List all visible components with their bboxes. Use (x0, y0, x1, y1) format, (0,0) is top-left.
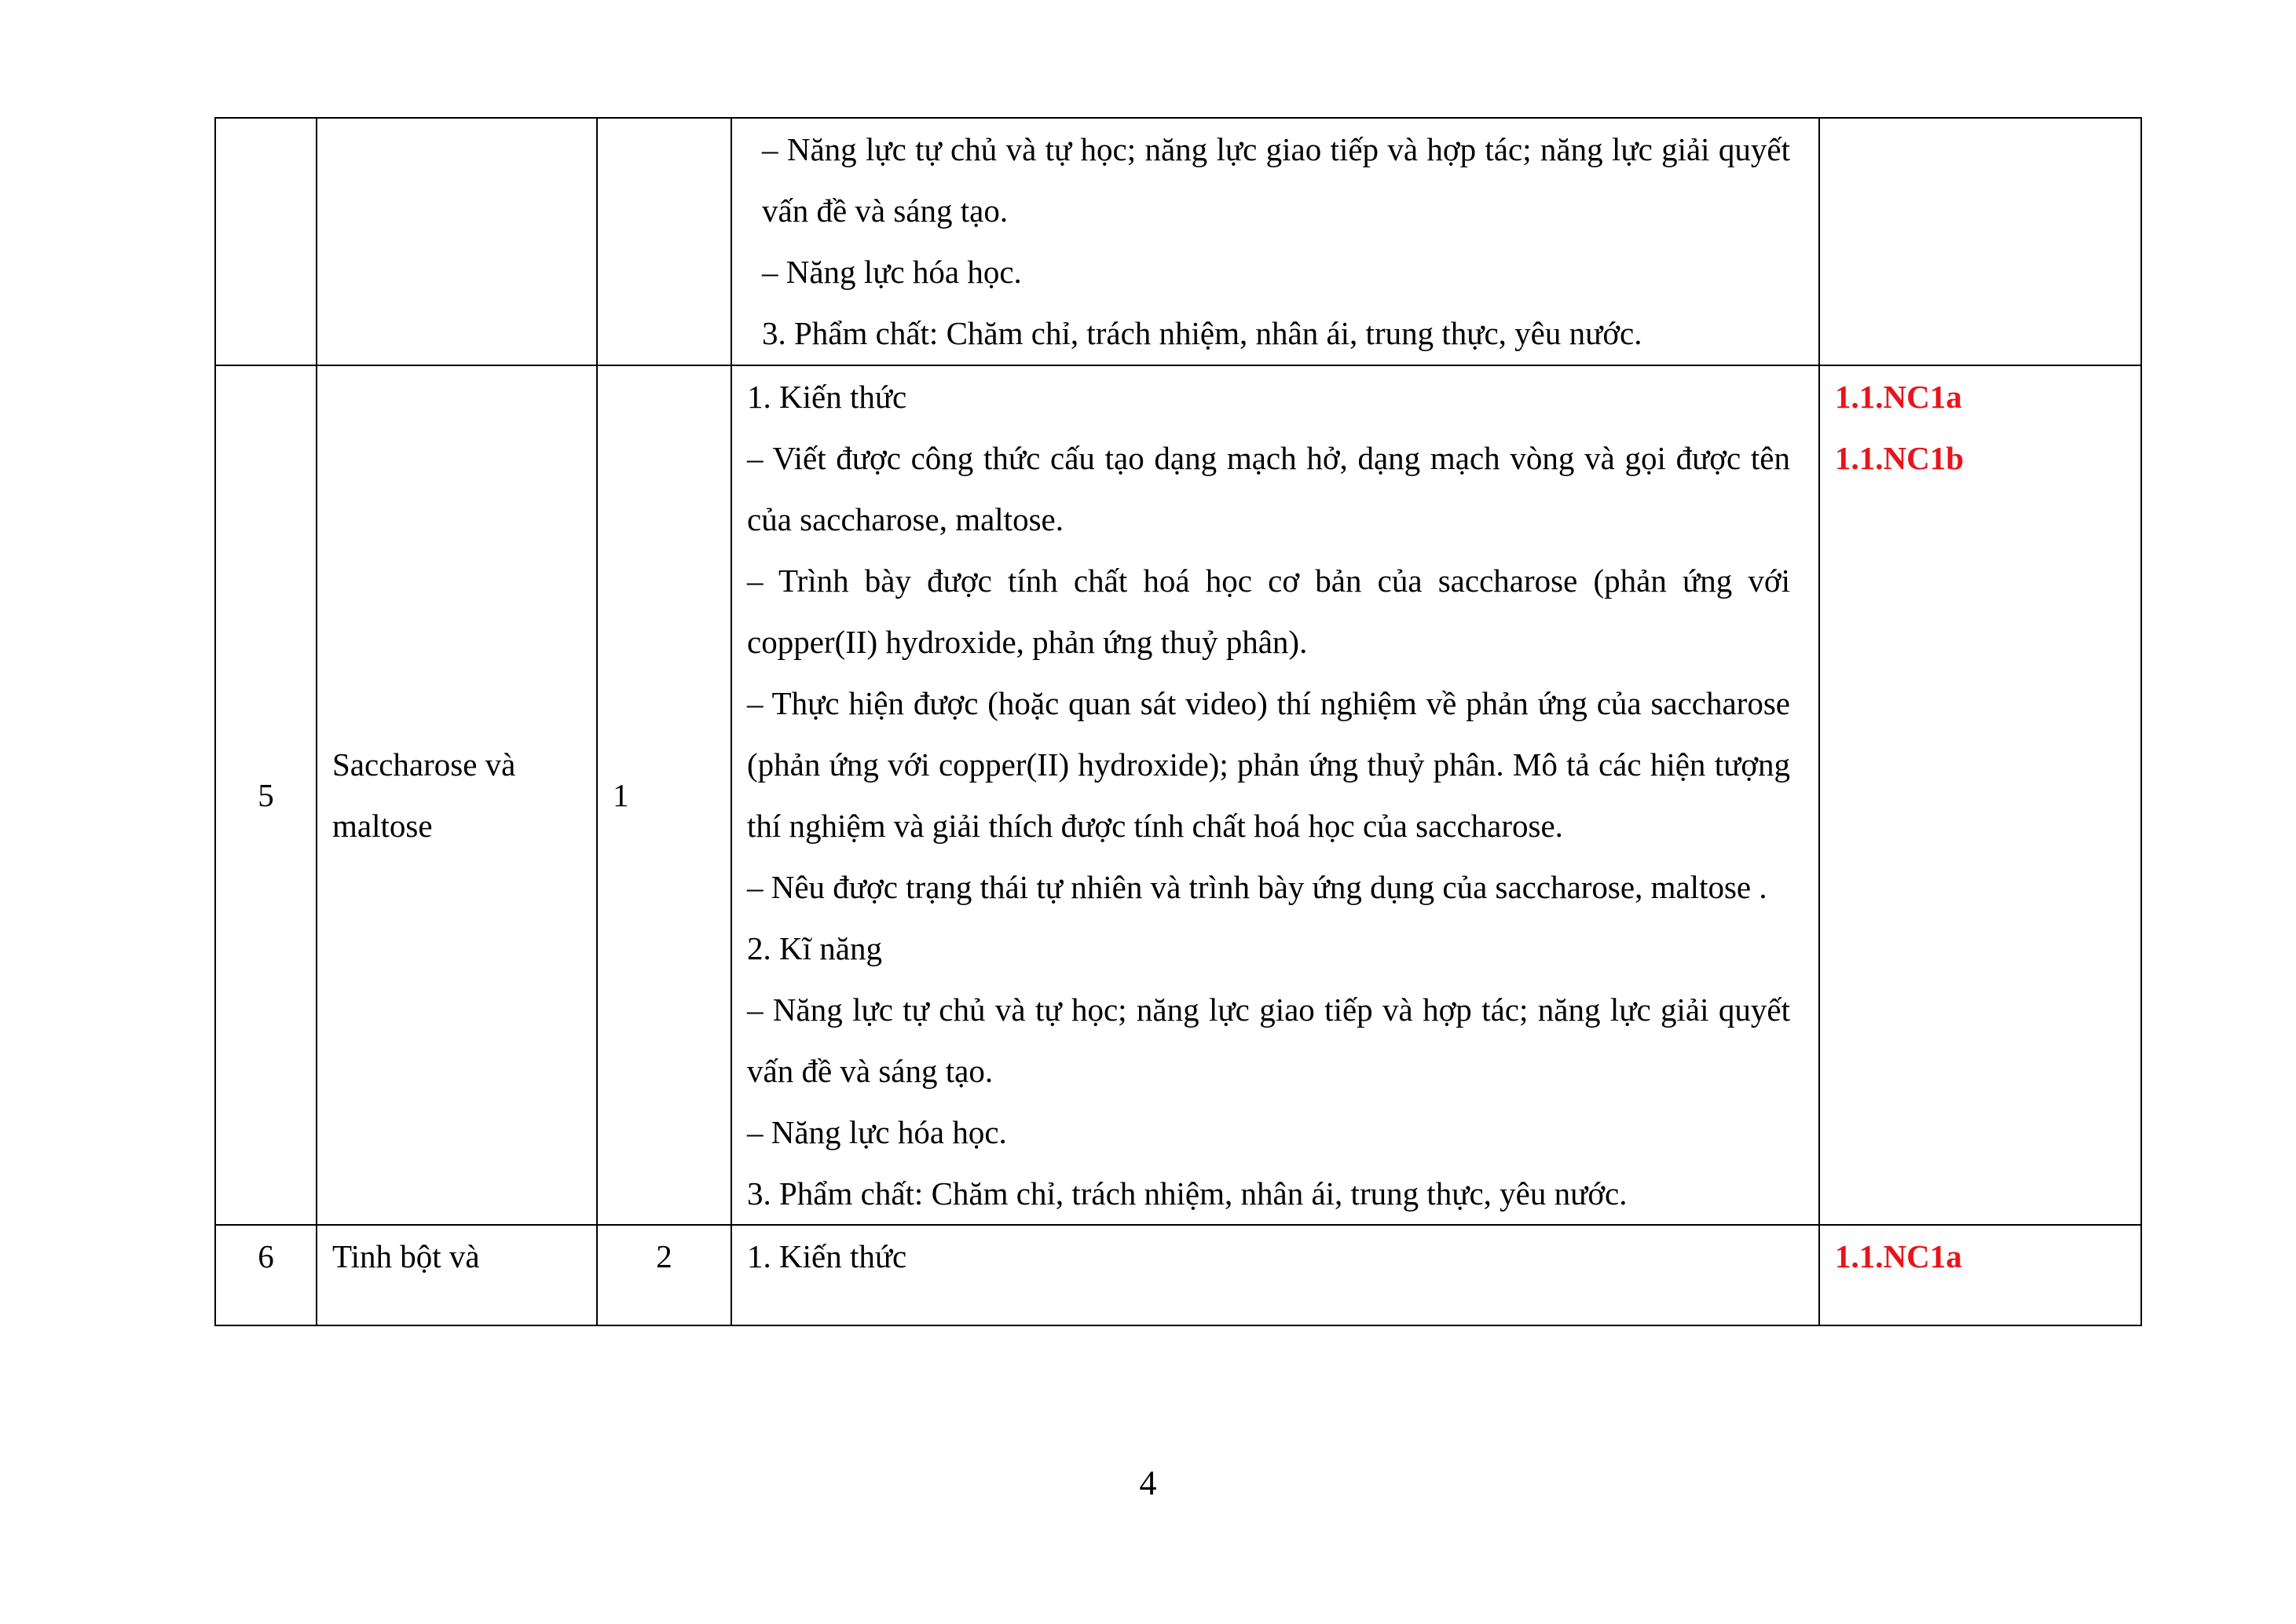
requirement-line: – Năng lực hóa học. (762, 254, 1022, 290)
requirement-line: 3. Phẩm chất: Chăm chỉ, trách nhiệm, nhân ái, trung thực, yêu nước. (762, 315, 1642, 351)
competency-code: 1.1.NC1b (1835, 440, 1965, 476)
requirement-line: – Năng lực tự chủ và tự học; năng lực giao tiếp và hợp tác; năng lực giải quyết vấn đề và sáng tạo. (762, 131, 1790, 229)
periods-cell: 1 (597, 365, 731, 1225)
requirement-line: – Nêu được trạng thái tự nhiên và trình bày ứng dụng của saccharose, maltose . (747, 869, 1767, 905)
competency-code-cell (1819, 118, 2141, 365)
lesson-name-cell: Tinh bột và (317, 1225, 597, 1325)
lesson-name-cell (317, 118, 597, 365)
requirements-cell (731, 118, 1819, 365)
requirement-line: – Thực hiện được (hoặc quan sát video) thí nghiệm về phản ứng của saccharose (phản ứng với copper(II) hydroxide); phản ứng thuỷ phân. Mô tả các hiện tượng thí nghiệm và giải thích được tính chất hoá học của saccharose. (747, 685, 1790, 844)
periods-cell (597, 118, 731, 365)
requirement-line: – Năng lực tự chủ và tự học; năng lực giao tiếp và hợp tác; năng lực giải quyết vấn đề và sáng tạo. (747, 992, 1790, 1089)
section-heading: 1. Kiến thức (747, 379, 907, 415)
requirements-text (732, 119, 1818, 364)
lesson-name-cell: Saccharose và maltose (317, 365, 597, 1225)
row-number-cell: 6 (215, 1225, 317, 1325)
competency-code-cell (1819, 365, 2141, 1225)
table-row (215, 365, 2141, 1225)
competency-code: 1.1.NC1a (1835, 379, 1962, 415)
table-row (215, 1225, 2141, 1325)
table-row (215, 118, 2141, 365)
competency-code: 1.1.NC1a (1835, 1238, 1962, 1274)
requirement-line: – Viết được công thức cấu tạo dạng mạch hở, dạng mạch vòng và gọi được tên của saccharose, maltose. (747, 440, 1790, 537)
requirement-line: – Năng lực hóa học. (747, 1114, 1007, 1150)
requirements-text (732, 1226, 1818, 1287)
section-heading: 1. Kiến thức (747, 1238, 907, 1274)
competency-code-cell (1819, 1225, 2141, 1325)
requirement-line: – Trình bày được tính chất hoá học cơ bản của saccharose (phản ứng với copper(II) hydroxide, phản ứng thuỷ phân). (747, 563, 1790, 660)
row-number-cell: 5 (215, 365, 317, 1225)
requirements-cell (731, 365, 1819, 1225)
page-number: 4 (1139, 1464, 1157, 1502)
periods-cell: 2 (597, 1225, 731, 1325)
lesson-plan-table (214, 117, 2142, 1326)
requirements-text (732, 366, 1818, 1224)
section-heading: 2. Kĩ năng (747, 930, 882, 966)
requirement-line: 3. Phẩm chất: Chăm chỉ, trách nhiệm, nhân ái, trung thực, yêu nước. (747, 1175, 1628, 1212)
requirements-cell (731, 1225, 1819, 1325)
row-number-cell (215, 118, 317, 365)
